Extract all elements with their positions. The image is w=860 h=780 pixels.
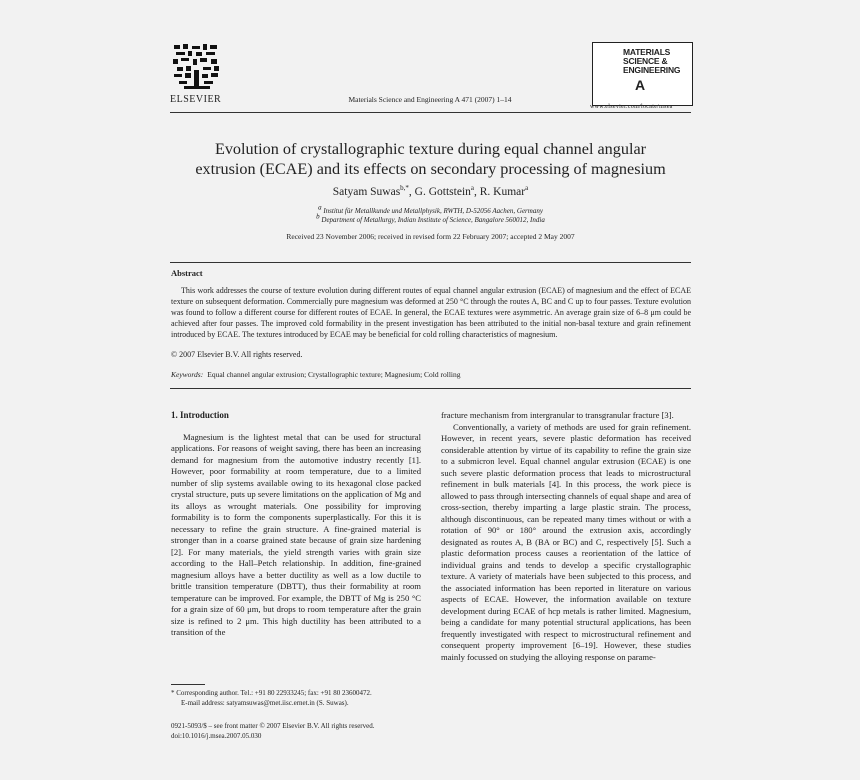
author-list: Satyam Suwas$^{b,*}$, G. Gottstein$^a$, R. Kumar$^a$ bbox=[332, 184, 529, 198]
abstract-copyright: © 2007 Elsevier B.V. All rights reserved. bbox=[171, 350, 303, 359]
author: Satyam Suwas bbox=[332, 186, 401, 198]
author-affiliation-mark: a bbox=[525, 184, 529, 193]
email-address[interactable]: E-mail address: satyamsuwas@met.iisc.ernet.in (S. Suwas). bbox=[181, 699, 349, 707]
footnote-rule bbox=[171, 684, 205, 685]
keywords: Keywords: Equal channel angular extrusion; Crystallographic texture; Magnesium; Cold rolling bbox=[171, 370, 461, 379]
journal-logo-text: MATERIALS SCIENCE & ENGINEERING bbox=[623, 47, 681, 75]
paragraph: Magnesium is the lightest metal that can be used for structural applications. For reasons of weight saving, there has been an increasing demand for magnesium from the automotive industry recently [1]. However, poor formability at room temperature, due to a limited number of slip systems available owing to its hexagonal close packed crystal structure, puts up severe limitations on the application of Mg and its alloys as wrought materials. One possibility for improving formability is to form the components superplastically. For this it is necessary to refine the grain structure. A fine-grained material is stronger than in a coarse grained state because of grain size hardening [2]. For many materials, the yield strength varies with grain size according to the Hall–Petch relationship. In addition, fine-grained magnesium alloys have a better ductility as well as a low ductile to brittle transition temperature (DBTT), thus their formability at room temperature can be improved. For example, the DBTT of Mg is 250 °C for a grain size of 60 μm, but drops to room temperature after the grain size is refined to 2 μm. This high ductility has been attributed to a transition of the bbox=[171, 431, 421, 637]
elsevier-tree-logo bbox=[170, 42, 224, 102]
paragraph: Conventionally, a variety of methods are used for grain refinement. However, in recent years, severe plastic deformation has received considerable attention by virtue of its capability to refine the grain size to a submicron level. Equal channel angular extrusion (ECAE) is one such severe plastic deformation process that leads to microstructural refinement in bulk materials [4]. In this process, the work piece is allowed to pass through intersecting channels of equal shape and area of cross-section, thereby imparting a large plastic strain. The process, although discontinuous, can be repeated many times without or with a rotation of 90° or 180° around the extrusion axis, accordingly designated as routes A, B (BA or BC) and C, respectively [5]. Such a plastic deformation process causes a reorientation of the lattice of individual grains and tends to develop a specific crystallographic texture. A variety of materials have been subjected to this process, and the associated information has been reported in literature on various aspects of ECAE. However, the information available on texture development during ECAE of hcp metals is rather limited. Magnesium, being a candidate for many potential structural applications, has been frequently investigated with respect to microstructural refinement and consequent property improvement [6–19]. However, these studies mainly focussed on studying the alloying response on parame- bbox=[441, 421, 691, 662]
doi-link[interactable]: doi:10.1016/j.msea.2007.05.030 bbox=[171, 732, 262, 740]
journal-url[interactable]: www.elsevier.com/locate/msea bbox=[590, 104, 673, 110]
journal-logo bbox=[592, 42, 693, 106]
received-dates: Received 23 November 2006; received in revised form 22 February 2007; accepted 2 May 2007 bbox=[286, 232, 575, 241]
abstract-heading: Abstract bbox=[171, 268, 203, 278]
header-rule bbox=[170, 112, 691, 113]
paragraph: fracture mechanism from intergranular to transgranular fracture [3]. bbox=[441, 410, 674, 420]
affiliation-a: $^a$ Institut für Metallkunde und Metallphysik, RWTH, D-52056 Aachen, Germany bbox=[318, 203, 543, 215]
journal-logo-letter: A bbox=[635, 77, 646, 93]
abstract-top-rule bbox=[170, 262, 691, 263]
issn-doi: 0921-5093/$ – see front matter © 2007 Elsevier B.V. All rights reserved. doi:10.1016/j.msea.2007.05.030 bbox=[171, 722, 375, 740]
body-left-column bbox=[171, 410, 421, 639]
author-affiliation-mark: b,* bbox=[400, 184, 409, 193]
author-affiliation-mark: a bbox=[470, 184, 475, 193]
author: R. Kumar bbox=[479, 186, 526, 198]
section-heading: 1. Introduction bbox=[171, 410, 229, 420]
abstract-bottom-rule bbox=[170, 388, 691, 389]
author: G. Gottstein bbox=[414, 186, 471, 198]
publisher-name: ELSEVIER bbox=[170, 94, 222, 105]
body-right-column bbox=[441, 410, 691, 663]
abstract-body: This work addresses the course of texture evolution during different routes of equal channel angular extrusion (ECAE) of magnesium and the effect of ECAE texture on subsequent deformation. Commercially pure magnesium was deformed at 250 °C through the routes A, BC and C up to four passes. Texture evolution was found to follow a different course for different routes of ECAE. In general, the ECAE textures were asymmetric. An average grain size of 6–8 μm could be achieved after four passes. The improved cold formability in the present investigation has been attributed to the initial non-basal texture and grain refinement introduced by ECAE. The textures introduced by ECAE may be beneficial for cold rolling characteristics of magnesium. bbox=[171, 286, 691, 340]
corresponding-author-footnote: * Corresponding author. Tel.: +91 80 22933245; fax: +91 80 23600472. E-mail address: satyamsuwas@met.iisc.ernet.in (S. Suwas). bbox=[171, 689, 372, 707]
affiliation-b: $^b$ Department of Metallurgy, Indian Institute of Science, Bangalore 560012, India bbox=[316, 212, 545, 224]
journal-citation: Materials Science and Engineering A 471 (2007) 1–14 bbox=[348, 95, 512, 104]
article-title: Evolution of crystallographic texture during equal channel angular extrusion (ECAE) and its effects on secondary processing of magnesium bbox=[195, 140, 666, 178]
